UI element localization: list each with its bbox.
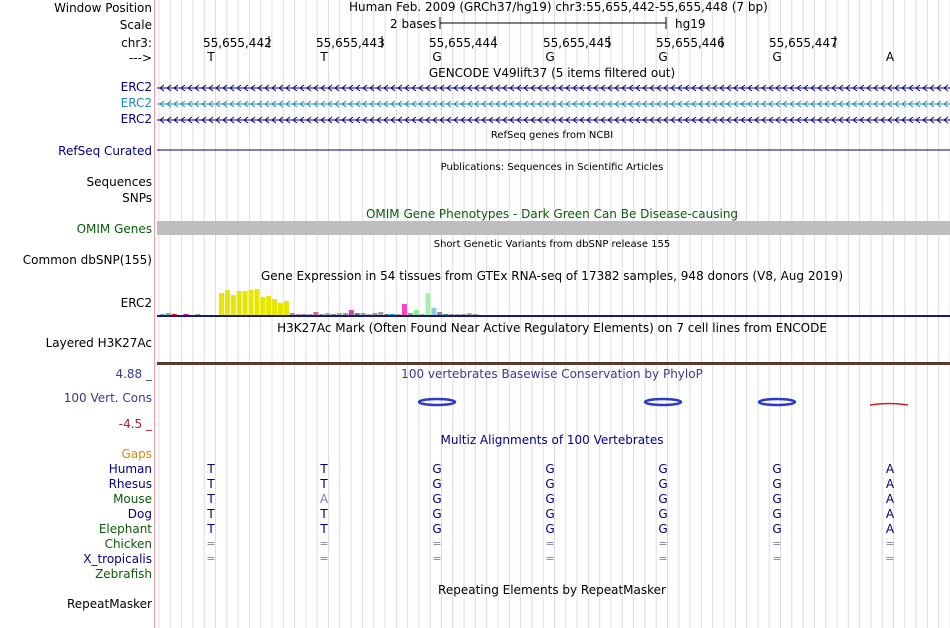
species-base: G xyxy=(772,507,782,521)
species-base: G xyxy=(658,492,668,506)
gtex-tissue-bar xyxy=(290,313,295,315)
species-base: = xyxy=(206,552,216,565)
h3k27ac-signal xyxy=(157,362,950,365)
phylop-positive-score xyxy=(645,399,681,405)
species-base: = xyxy=(545,552,555,565)
chrom-label: chr3: xyxy=(121,36,152,50)
gtex-tissue-bar xyxy=(467,313,472,315)
reference-base: T xyxy=(320,50,328,64)
species-base: T xyxy=(320,507,328,521)
multiz-title[interactable]: Multiz Alignments of 100 Vertebrates xyxy=(440,433,664,447)
reference-base: G xyxy=(545,50,555,64)
conservation-label[interactable]: 100 Vert. Cons xyxy=(63,391,152,405)
species-base: = xyxy=(772,537,782,550)
gtex-tissue-bar xyxy=(437,312,442,315)
species-base: T xyxy=(320,477,328,491)
gtex-tissue-bar xyxy=(284,301,289,315)
ruler-position-label: 55,655,444 xyxy=(429,36,498,50)
gtex-tissue-bar xyxy=(414,310,419,315)
h3k27ac-title[interactable]: H3K27Ac Mark (Often Found Near Active Regulatory Elements) on 7 cell lines from ENCODE xyxy=(277,321,827,335)
gtex-tissue-bar xyxy=(325,313,330,315)
species-base: = xyxy=(545,537,555,550)
gtex-tissue-bar xyxy=(461,314,466,315)
gtex-tissue-bar xyxy=(254,289,259,315)
assembly-position-text: Human Feb. 2009 (GRCh37/hg19) chr3:55,655,442-55,655,448 (7 bp) xyxy=(349,0,768,14)
species-base: G xyxy=(658,507,668,521)
species-base: G xyxy=(658,522,668,536)
gtex-tissue-bar xyxy=(231,295,236,315)
dbsnp-label[interactable]: Common dbSNP(155) xyxy=(22,253,152,267)
gtex-tissue-bar xyxy=(331,314,336,315)
scale-assembly: hg19 xyxy=(675,17,706,31)
species-base: G xyxy=(772,492,782,506)
gtex-tissue-bar xyxy=(272,299,277,315)
species-base: A xyxy=(885,522,895,536)
species-label[interactable]: Zebrafish xyxy=(95,567,152,581)
species-label[interactable]: Rhesus xyxy=(108,477,152,491)
omim-label[interactable]: OMIM Genes xyxy=(76,222,152,236)
ruler-position-label: 55,655,445 xyxy=(543,36,612,50)
gtex-tissue-bar xyxy=(172,314,177,315)
strand-label: ---> xyxy=(128,51,152,65)
gtex-tissue-bar xyxy=(473,314,478,315)
h3k27ac-label[interactable]: Layered H3K27Ac xyxy=(45,336,152,350)
gtex-tissue-bar xyxy=(278,303,283,315)
species-base: G xyxy=(545,462,555,476)
species-label[interactable]: Elephant xyxy=(98,522,152,536)
conservation-max-label: 4.88 _ xyxy=(115,367,152,381)
repeatmasker-title[interactable]: Repeating Elements by RepeatMasker xyxy=(438,583,666,597)
gtex-tissue-bar xyxy=(449,314,454,315)
gtex-tissue-bar xyxy=(420,314,425,315)
species-base: A xyxy=(885,492,895,506)
species-label[interactable]: Dog xyxy=(127,507,152,521)
species-base: A xyxy=(885,477,895,491)
gtex-tissue-bar xyxy=(431,308,436,315)
ruler-position-label: 55,655,446 xyxy=(656,36,725,50)
scale-text: 2 bases xyxy=(390,17,437,31)
species-label[interactable]: X_tropicalis xyxy=(83,552,152,566)
gtex-tissue-bar xyxy=(408,313,413,315)
species-base: G xyxy=(432,507,442,521)
omim-gene-bar xyxy=(157,221,950,235)
reference-base: A xyxy=(885,50,895,64)
publications-snps-label[interactable]: SNPs xyxy=(122,191,152,205)
species-base: T xyxy=(320,522,328,536)
gtex-tissue-bar xyxy=(160,314,165,315)
gtex-tissue-bar xyxy=(384,314,389,315)
gtex-tissue-bar xyxy=(184,314,189,315)
gtex-tissue-bar xyxy=(302,314,307,315)
gtex-tissue-bar xyxy=(195,314,200,315)
species-base: G xyxy=(658,462,668,476)
gencode-title[interactable]: GENCODE V49lift37 (5 items filtered out) xyxy=(428,66,676,80)
species-base: G xyxy=(432,477,442,491)
dbsnp-title[interactable]: Short Genetic Variants from dbSNP release 155 xyxy=(433,239,671,250)
phylop-negative-score xyxy=(870,404,908,406)
species-base: = xyxy=(319,537,329,550)
species-base: = xyxy=(658,537,668,550)
gtex-tissue-bar xyxy=(243,291,248,315)
species-base: = xyxy=(432,537,442,550)
refseq-label[interactable]: RefSeq Curated xyxy=(58,144,152,158)
gtex-tissue-bar xyxy=(266,296,271,315)
gtex-tissue-bar xyxy=(225,290,230,315)
reference-base: G xyxy=(772,50,782,64)
species-base: G xyxy=(432,462,442,476)
species-base: G xyxy=(432,522,442,536)
species-base: G xyxy=(772,462,782,476)
species-base: = xyxy=(319,552,329,565)
gtex-tissue-bar xyxy=(249,290,254,315)
species-base: G xyxy=(432,492,442,506)
refseq-title[interactable]: RefSeq genes from NCBI xyxy=(490,130,614,141)
species-base: = xyxy=(432,552,442,565)
species-label[interactable]: Human xyxy=(108,462,152,476)
phylop-positive-score xyxy=(759,399,795,405)
species-base: = xyxy=(206,537,216,550)
species-base: T xyxy=(207,522,215,536)
gtex-tissue-bar xyxy=(355,313,360,315)
gtex-tissue-bar xyxy=(166,313,171,315)
species-base: T xyxy=(207,507,215,521)
species-base: = xyxy=(885,537,895,550)
gtex-tissue-bar xyxy=(313,312,318,315)
species-base: T xyxy=(207,462,215,476)
gtex-tissue-bar xyxy=(367,314,372,315)
gtex-label[interactable]: ERC2 xyxy=(120,296,152,310)
species-base: G xyxy=(545,492,555,506)
species-base: A xyxy=(885,507,895,521)
window-position-label: Window Position xyxy=(54,1,152,15)
gencode-item-label[interactable]: ERC2 xyxy=(120,96,152,110)
gtex-tissue-bar xyxy=(378,312,383,315)
gencode-item-label[interactable]: ERC2 xyxy=(120,112,152,126)
gtex-tissue-bar xyxy=(319,314,324,315)
gtex-tissue-bar xyxy=(349,310,354,315)
gtex-tissue-bar xyxy=(396,314,401,315)
gtex-tissue-bar xyxy=(260,297,265,315)
scale-label: Scale xyxy=(119,18,152,32)
gtex-tissue-bar xyxy=(443,314,448,315)
ruler-position-label: 55,655,442 xyxy=(203,36,272,50)
species-base: G xyxy=(772,477,782,491)
species-base: G xyxy=(545,507,555,521)
species-base: = xyxy=(772,552,782,565)
gtex-tissue-bar xyxy=(237,291,242,315)
species-base: G xyxy=(772,522,782,536)
species-base: T xyxy=(207,492,215,506)
gtex-tissue-bar xyxy=(426,293,431,315)
omim-title[interactable]: OMIM Gene Phenotypes - Dark Green Can Be Disease-causing xyxy=(365,207,739,221)
gtex-tissue-bar xyxy=(390,314,395,315)
species-base: A xyxy=(319,492,329,506)
species-base: = xyxy=(658,552,668,565)
gtex-tissue-bar xyxy=(343,313,348,315)
ruler-position-label: 55,655,443 xyxy=(316,36,385,50)
species-base: T xyxy=(207,477,215,491)
species-base: T xyxy=(320,462,328,476)
conservation-min-label: -4.5 _ xyxy=(118,417,152,431)
ruler-position-label: 55,655,447 xyxy=(769,36,838,50)
gtex-tissue-bar xyxy=(402,304,407,315)
gtex-tissue-bar xyxy=(219,293,224,315)
reference-base: T xyxy=(207,50,215,64)
gtex-tissue-bar xyxy=(361,313,366,315)
conservation-title[interactable]: 100 vertebrates Basewise Conservation by PhyloP xyxy=(401,367,703,381)
gtex-tissue-bar xyxy=(372,313,377,315)
phylop-positive-score xyxy=(419,399,455,405)
species-label[interactable]: Mouse xyxy=(113,492,152,506)
species-base: G xyxy=(545,522,555,536)
species-base: A xyxy=(885,462,895,476)
species-base: G xyxy=(545,477,555,491)
reference-base: G xyxy=(432,50,442,64)
species-base: = xyxy=(885,552,895,565)
gtex-tissue-bar xyxy=(296,314,301,315)
publications-sequences-label[interactable]: Sequences xyxy=(86,175,152,189)
multiz-gaps-label[interactable]: Gaps xyxy=(121,447,152,461)
reference-base: G xyxy=(658,50,668,64)
gencode-item-label[interactable]: ERC2 xyxy=(120,80,152,94)
species-label[interactable]: Chicken xyxy=(104,537,152,551)
gtex-tissue-bar xyxy=(455,314,460,315)
gtex-title[interactable]: Gene Expression in 54 tissues from GTEx RNA-seq of 17382 samples, 948 donors (V8, Aug 2019) xyxy=(260,269,844,283)
publications-title[interactable]: Publications: Sequences in Scientific Articles xyxy=(440,162,664,173)
gtex-tissue-bar xyxy=(308,314,313,315)
species-base: G xyxy=(658,477,668,491)
repeatmasker-label[interactable]: RepeatMasker xyxy=(66,597,152,611)
gtex-tissue-bar xyxy=(337,313,342,315)
